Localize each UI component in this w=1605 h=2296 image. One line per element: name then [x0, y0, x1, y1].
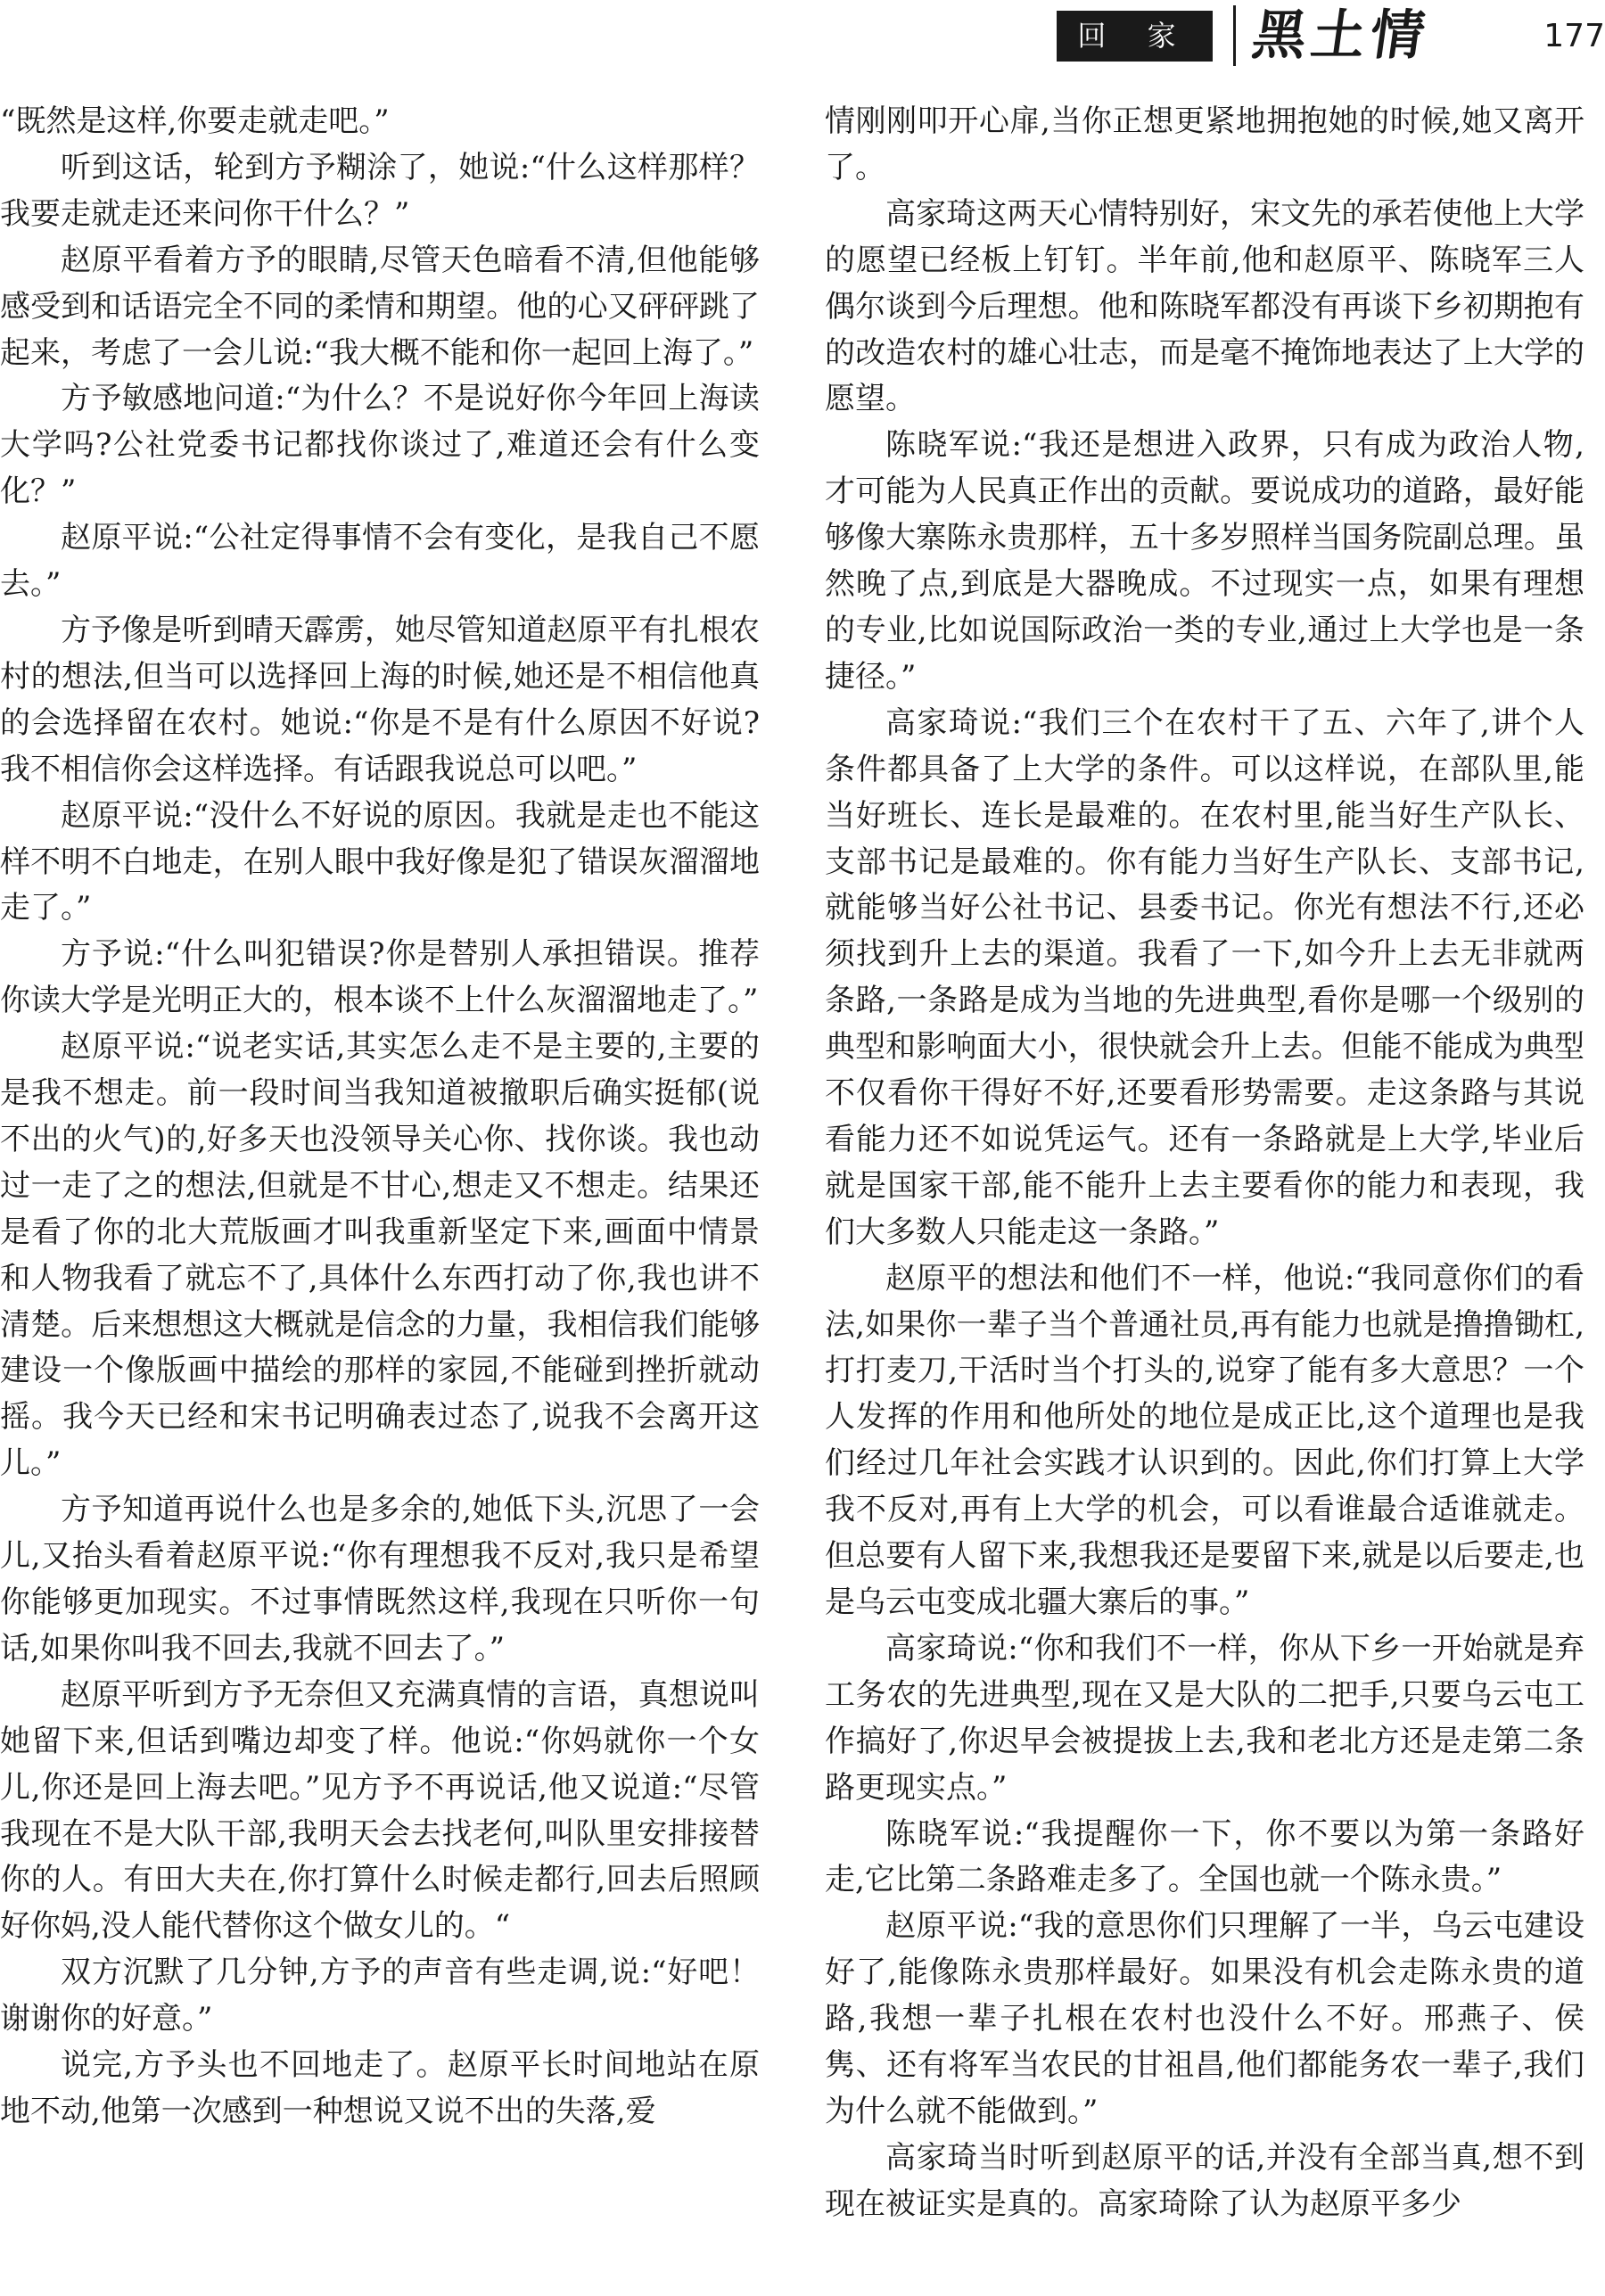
section-label: 回 家: [1057, 11, 1213, 62]
paragraph: 高家琦说:“我们三个在农村干了五、六年了,讲个人条件都具备了上大学的条件。可以这样说，在部队里,能当好班长、连长是最难的。在农村里,能当好生产队长、支部书记是最难的。你有能力当好生产队长、支部书记,就能够当好公社书记、县委书记。你光有想法不行,还必须找到升上去的渠道。我看了一下,如今升上去无非就两条路,一条路是成为当地的先进典型,看你是哪一个级别的典型和影响面大小，很快就会升上去。但能不能成为典型不仅看你干得好不好,还要看形势需要。走这条路与其说看能力还不如说凭运气。还有一条路就是上大学,毕业后就是国家干部,能不能升上去主要看你的能力和表现，我们大多数人只能走这一条路。”: [825, 704, 1584, 1250]
paragraph: 听到这话，轮到方予糊涂了，她说:“什么这样那样？我要走就走还来问你干什么？”: [0, 149, 760, 232]
paragraph: 高家琦这两天心情特别好，宋文先的承若使他上大学的愿望已经板上钉钉。半年前,他和赵原平、陈晓军三人偶尔谈到今后理想。他和陈晓军都没有再谈下乡初期抱有的改造农村的雄心壮志，而是毫不掩饰地表达了上大学的愿望。: [825, 195, 1584, 417]
magazine-logo: 黑土情: [1248, 4, 1434, 67]
paragraph: 赵原平说:“说老实话,其实怎么走不是主要的,主要的是我不想走。前一段时间当我知道被撤职后确实挺郁(说不出的火气)的,好多天也没领导关心你、找你谈。我也动过一走了之的想法,但就是不甘心,想走又不想走。结果还是看了你的北大荒版画才叫我重新坚定下来,画面中情景和人物我看了就忘不了,具体什么东西打动了你,我也讲不清楚。后来想想这大概就是信念的力量，我相信我们能够建设一个像版画中描绘的那样的家园,不能碰到挫折就动摇。我今天已经和宋书记明确表过态了,说我不会离开这儿。”: [0, 1029, 760, 1482]
paragraph: 赵原平说:“公社定得事情不会有变化，是我自己不愿去。”: [0, 520, 760, 603]
paragraph: 方予知道再说什么也是多余的,她低下头,沉思了一会儿,又抬头看着赵原平说:“你有理想我不反对,我只是希望你能够更加现实。不过事情既然这样,我现在只听你一句话,如果你叫我不回去,我就不回去了。”: [0, 1492, 760, 1666]
paragraph: 赵原平的想法和他们不一样，他说:“我同意你们的看法,如果你一辈子当个普通社员,再有能力也就是撸撸锄杠,打打麦刀,干活时当个打头的,说穿了能有多大意思？一个人发挥的作用和他所处的地位是成正比,这个道理也是我们经过几年社会实践才认识到的。因此,你们打算上大学我不反对,再有上大学的机会，可以看谁最合适谁就走。但总要有人留下来,我想我还是要留下来,就是以后要走,也是乌云屯变成北疆大寨后的事。”: [825, 1260, 1584, 1620]
header-divider: [1233, 5, 1236, 66]
paragraph: 赵原平说:“没什么不好说的原因。我就是走也不能这样不明不白地走，在别人眼中我好像是犯了错误灰溜溜地走了。”: [0, 797, 760, 926]
paragraph: 赵原平看着方予的眼睛,尽管天色暗看不清,但他能够感受到和话语完全不同的柔情和期望。他的心又砰砰跳了起来，考虑了一会儿说:“我大概不能和你一起回上海了。”: [0, 242, 760, 371]
paragraph: 方予像是听到晴天霹雳，她尽管知道赵原平有扎根农村的想法,但当可以选择回上海的时候,她还是不相信他真的会选择留在农村。她说:“你是不是有什么原因不好说?我不相信你会这样选择。有话跟我说总可以吧。”: [0, 612, 760, 787]
paragraph: 方予敏感地问道:“为什么？不是说好你今年回上海读大学吗?公社党委书记都找你谈过了,难道还会有什么变化？”: [0, 381, 760, 510]
text-column-right: [825, 99, 1584, 2296]
paragraph: 赵原平听到方予无奈但又充满真情的言语，真想说叫她留下来,但话到嘴边却变了样。他说:“你妈就你一个女儿,你还是回上海去吧。”见方予不再说话,他又说道:“尽管我现在不是大队干部,我明天会去找老何,叫队里安排接替你的人。有田大夫在,你打算什么时候走都行,回去后照顾好你妈,没人能代替你这个做女儿的。“: [0, 1676, 760, 1945]
page-number: 177: [1543, 18, 1605, 54]
paragraph: 双方沉默了几分钟,方予的声音有些走调,说:“好吧！谢谢你的好意。”: [0, 1954, 760, 2037]
paragraph: 高家琦说:“你和我们不一样，你从下乡一开始就是弃工务农的先进典型,现在又是大队的二把手,只要乌云屯工作搞好了,你迟早会被提拔上去,我和老北方还是走第二条路更现实点。”: [825, 1630, 1584, 1806]
paragraph: 说完,方予头也不回地走了。赵原平长时间地站在原地不动,他第一次感到一种想说又说不出的失落,爱: [0, 2047, 760, 2129]
page-header: [0, 0, 1605, 71]
paragraph: “既然是这样,你要走就走吧。”: [0, 103, 390, 139]
paragraph: 高家琦当时听到赵原平的话,并没有全部当真,想不到现在被证实是真的。高家琦除了认为赵原平多少: [825, 2139, 1584, 2222]
paragraph: 方予说:“什么叫犯错误?你是替别人承担错误。推荐你读大学是光明正大的，根本谈不上什么灰溜溜地走了。”: [0, 936, 760, 1019]
paragraph: 陈晓军说:“我还是想进入政界，只有成为政治人物,才可能为人民真正作出的贡献。要说成功的道路，最好能够像大寨陈永贵那样，五十多岁照样当国务院副总理。虽然晚了点,到底是大器晚成。不过现实一点，如果有理想的专业,比如说国际政治一类的专业,通过上大学也是一条捷径。”: [825, 427, 1584, 695]
paragraph: 情刚刚叩开心扉,当你正想更紧地拥抱她的时候,她又离开了。: [825, 103, 1584, 185]
text-column-left: [0, 99, 760, 2296]
paragraph: 赵原平说:“我的意思你们只理解了一半，乌云屯建设好了,能像陈永贵那样最好。如果没有机会走陈永贵的道路,我想一辈子扎根在农村也没什么不好。邢燕子、侯隽、还有将军当农民的甘祖昌,他们都能务农一辈子,我们为什么就不能做到。”: [825, 1908, 1584, 2129]
paragraph: 陈晓军说:“我提醒你一下，你不要以为第一条路好走,它比第二条路难走多了。全国也就一个陈永贵。”: [825, 1815, 1584, 1898]
